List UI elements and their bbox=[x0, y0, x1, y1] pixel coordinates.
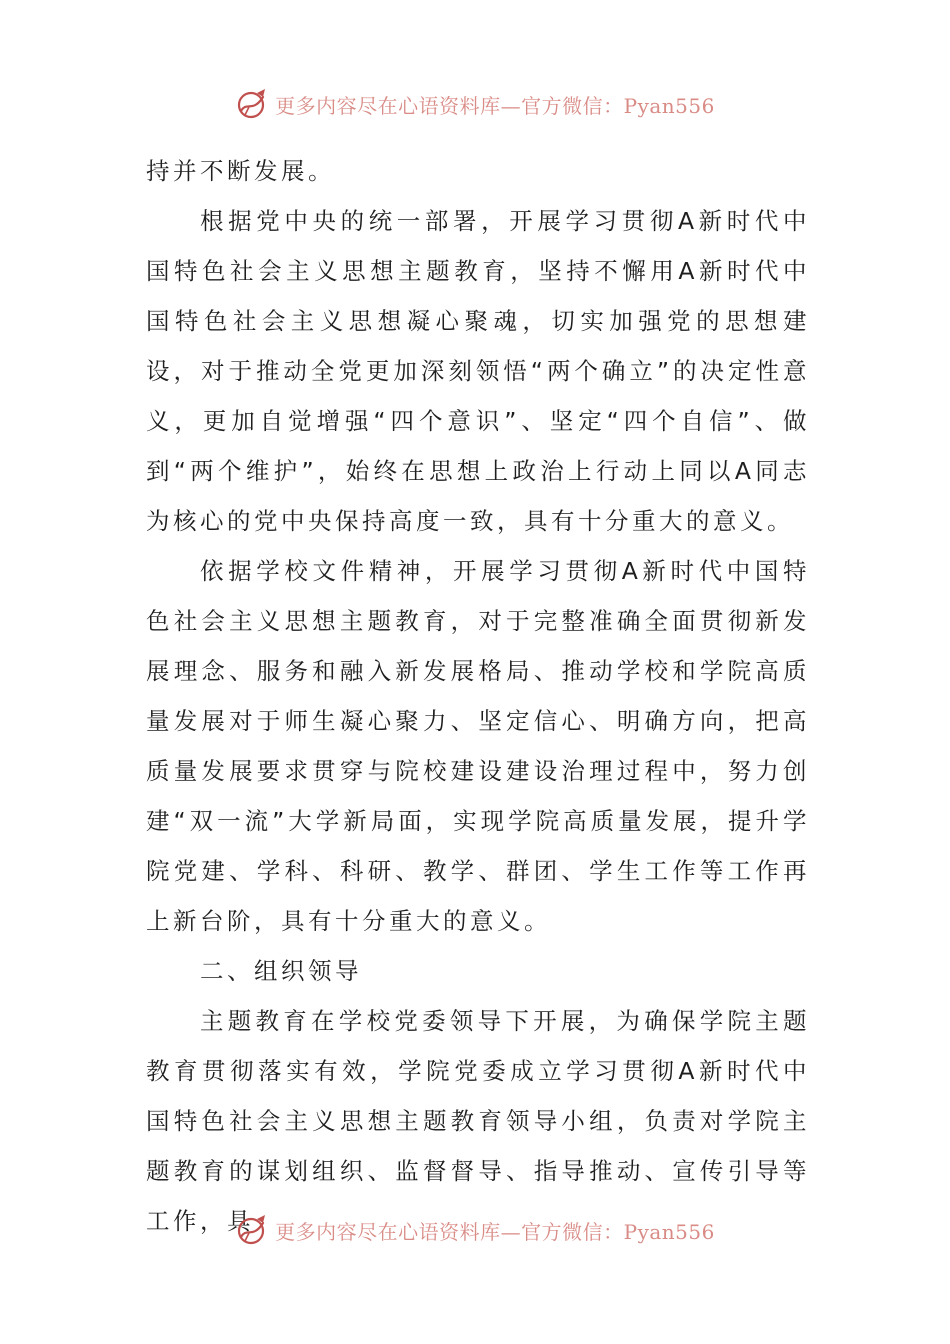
paragraph-4: 主题教育在学校党委领导下开展，为确保学院主题教育贯彻落实有效，学院党委成立学习贯彻A新时代中国特色社会主义思想主题教育领导小组，负责对学院主题教育的谋划组织、监督督导、指导推动、宣传引导等工作，具 bbox=[146, 1007, 810, 1235]
footer-watermark-text: 更多内容尽在心语资料库—官方微信：Pyan556 bbox=[275, 1219, 715, 1244]
footer-watermark bbox=[0, 1210, 950, 1250]
header-watermark bbox=[0, 84, 950, 124]
document-body bbox=[146, 146, 810, 1246]
paragraph-1: 持并不断发展。 bbox=[146, 157, 335, 185]
paragraph-2: 根据党中央的统一部署，开展学习贯彻A新时代中国特色社会主义思想主题教育，坚持不懈用A新时代中国特色社会主义思想凝心聚魂，切实加强党的思想建设，对于推动全党更加深刻领悟“两个确立”的决定性意义，更加自觉增强“四个意识”、坚定“四个自信”、做到“两个维护”，始终在思想上政治上行动上同以A同志为核心的党中央保持高度一致，具有十分重大的意义。 bbox=[146, 207, 810, 535]
header-watermark-text: 更多内容尽在心语资料库—官方微信：Pyan556 bbox=[275, 93, 715, 118]
pen-signature-icon bbox=[235, 1213, 269, 1247]
pen-signature-icon bbox=[235, 87, 269, 121]
paragraph-3: 依据学校文件精神，开展学习贯彻A新时代中国特色社会主义思想主题教育，对于完整准确全面贯彻新发展理念、服务和融入新发展格局、推动学校和学院高质量发展对于师生凝心聚力、坚定信心、明确方向，把高质量发展要求贯穿与院校建设建设治理过程中，努力创建“双一流”大学新局面，实现学院高质量发展，提升学院党建、学科、科研、教学、群团、学生工作等工作再上新台阶，具有十分重大的意义。 bbox=[146, 557, 810, 935]
section-heading-organization: 二、组织领导 bbox=[200, 957, 362, 985]
